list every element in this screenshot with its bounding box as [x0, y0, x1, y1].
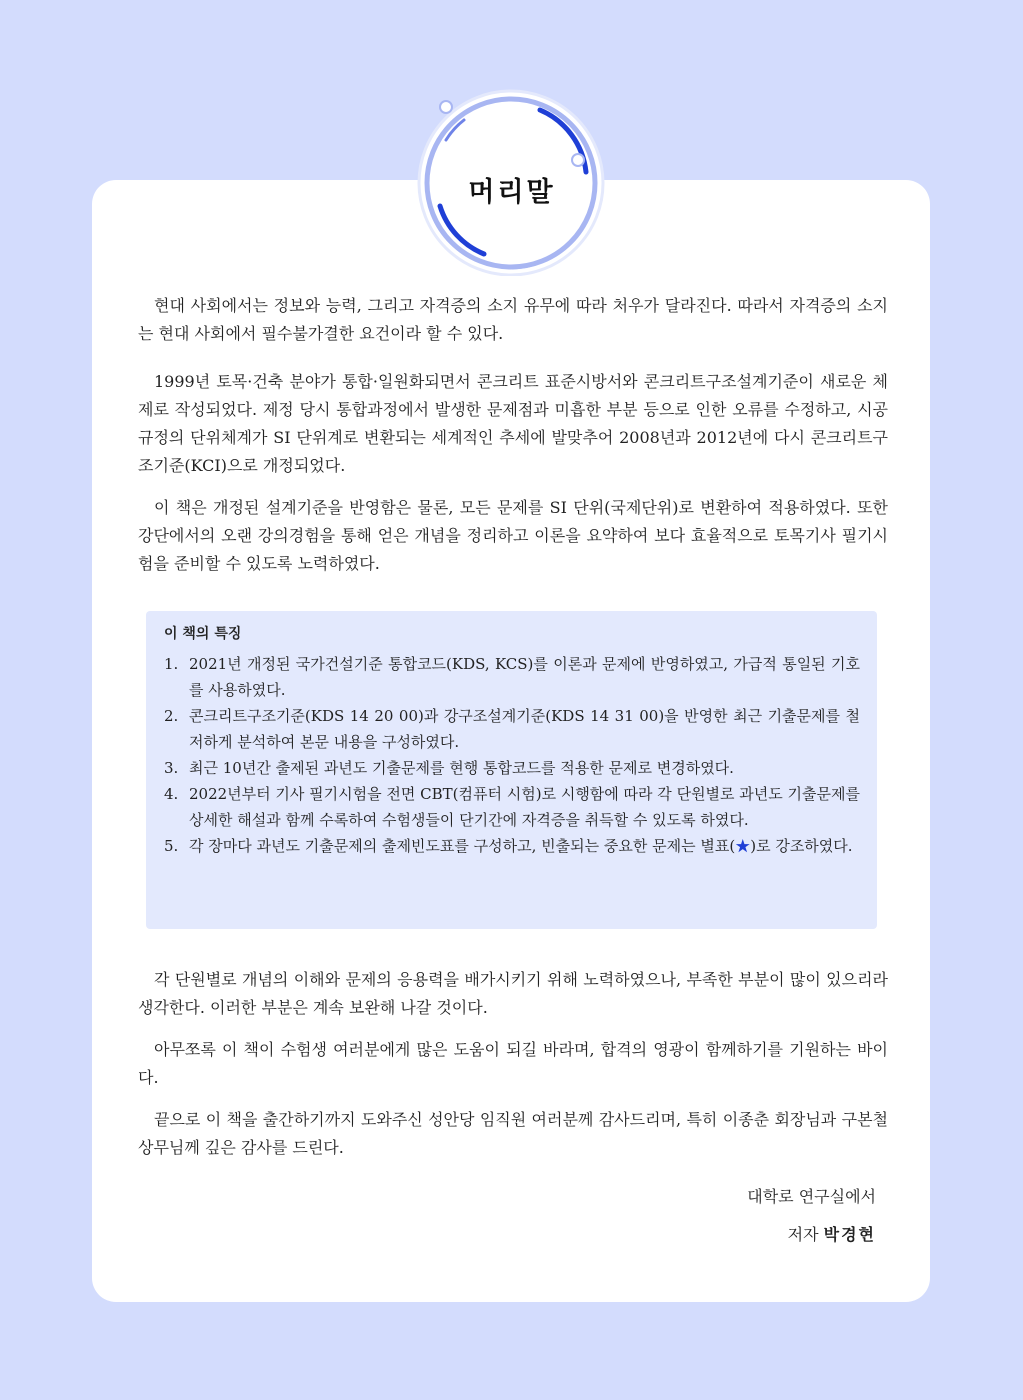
signature-author — [476, 1222, 876, 1245]
feature-text: 최근 10년간 출제된 과년도 기출문제를 현행 통합코드를 적용한 문제로 변경하였다. — [189, 759, 734, 777]
features-title: 이 책의 특징 — [164, 626, 242, 642]
feature-item — [164, 651, 860, 703]
author-prefix: 저자 — [787, 1225, 819, 1244]
closing-paragraph-2: 아무쪼록 이 책이 수험생 여러분에게 많은 도움이 되길 바라며, 합격의 영광이 함께하기를 기원하는 바이다. — [138, 1040, 888, 1087]
features-box — [146, 611, 877, 929]
feature-item — [164, 755, 860, 781]
feature-item — [164, 703, 860, 755]
feature-number: 5. — [164, 837, 179, 855]
closing-paragraph-3: 끝으로 이 책을 출간하기까지 도와주신 성안당 임직원 여러분께 감사드리며, 특히 이종춘 회장님과 구본철 상무님께 깊은 감사를 드린다. — [138, 1110, 888, 1157]
feature-text: 2021년 개정된 국가건설기준 통합코드(KDS, KCS)를 이론과 문제에 반영하였고, 가급적 통일된 기호를 사용하였다. — [189, 655, 860, 699]
feature-text: 2022년부터 기사 필기시험을 전면 CBT(컴퓨터 시험)로 시행함에 따라 각 단원별로 과년도 기출문제를 상세한 해설과 함께 수록하여 수험생들이 단기간에 자격증을 취득할 수 있도록 하였다. — [189, 785, 860, 829]
feature-number: 3. — [164, 759, 179, 777]
feature-item — [164, 781, 860, 833]
intro-paragraph-3: 이 책은 개정된 설계기준을 반영함은 물론, 모든 문제를 SI 단위(국제단위)로 변환하여 적용하였다. 또한 강단에서의 오랜 강의경험을 통해 얻은 개념을 정리하고 이론을 요약하여 보다 효율적으로 토목기사 필기시험을 준비할 수 있도록 노력하였다. — [138, 498, 888, 573]
feature-text-after: )로 강조하였다. — [750, 837, 853, 855]
feature-text: 콘크리트구조기준(KDS 14 20 00)과 강구조설계기준(KDS 14 31 00)을 반영한 최근 기출문제를 철저하게 분석하여 본문 내용을 구성하였다. — [189, 707, 860, 751]
feature-number: 2. — [164, 707, 179, 725]
intro-paragraph-1: 현대 사회에서는 정보와 능력, 그리고 자격증의 소지 유무에 따라 처우가 달라진다. 따라서 자격증의 소지는 현대 사회에서 필수불가결한 요건이라 할 수 있다. — [138, 296, 888, 343]
author-name: 박경현 — [823, 1225, 876, 1244]
feature-item — [164, 833, 860, 859]
intro-paragraph-2: 1999년 토목·건축 분야가 통합·일원화되면서 콘크리트 표준시방서와 콘크리트구조설계기준이 새로운 체제로 작성되었다. 제정 당시 통합과정에서 발생한 문제점과 미흡한 부분 등으로 인한 오류를 수정하고, 시공 규정의 단위체계가 SI 단위계로 변환되는 세계적인 추세에 발맞추어 2008년과 2012년에 다시 콘크리트구조기준(KCI)으로 개정되었다. — [138, 372, 888, 475]
page-title: 머리말 — [468, 177, 556, 208]
star-icon: ★ — [735, 837, 751, 855]
feature-text-before: 각 장마다 과년도 기출문제의 출제빈도표를 구성하고, 빈출되는 중요한 문제는 별표( — [189, 837, 736, 855]
closing-paragraph-1: 각 단원별로 개념의 이해와 문제의 응용력을 배가시키기 위해 노력하였으나, 부족한 부분이 많이 있으리라 생각한다. 이러한 부분은 계속 보완해 나갈 것이다. — [138, 970, 888, 1017]
signature-place: 대학로 연구실에서 — [747, 1187, 876, 1206]
features-list — [164, 651, 860, 859]
feature-number: 1. — [164, 655, 179, 673]
feature-number: 4. — [164, 785, 179, 803]
